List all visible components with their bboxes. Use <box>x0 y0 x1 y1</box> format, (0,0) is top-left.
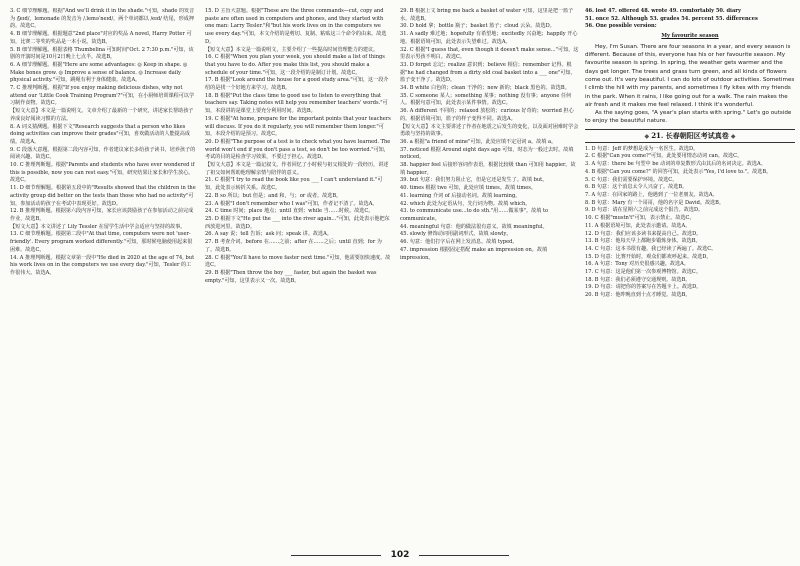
answer-paragraph: 29. B 根据上文 bring me back a basket of water 可知，这里是把一篮子水。故选B。 <box>400 8 574 22</box>
answer-paragraph: 39. but 句意：我们努力阻止它，但是它还是发生了。故填 but。 <box>400 177 548 184</box>
section-title <box>585 129 795 143</box>
answer-paragraph: 26. A say 说；tell 告诉；ask 问；speak 讲。故选A。 <box>205 231 332 238</box>
answer-paragraph: 4. B 根据"Can you come?" 的回答可知，此处表示"Yes, I'd love to."。故选B。 <box>585 168 772 175</box>
answer-paragraph: 20. B 句意：他昨晚直到十点才睡觉。故选B。 <box>585 292 691 299</box>
answer-paragraph: 11. D 细节理解题。根据第五段中的"Results showed that the children in the activity group did better on the tests than those who had no activity"可知，参加活动的孩子在考试中表现更好。故选D。 <box>10 185 196 207</box>
answer-paragraph: 19. D 句意：请把你的答案写在答题卡上。故选D。 <box>585 284 702 291</box>
answer-paragraph: 36. A different 不同的；relaxed 放松的；curious 好奇的；worried 担心的。根据语境可知，篮子的样子变得不同。故选A。 <box>400 108 574 122</box>
answer-paragraph: 24. C time 时间；place 地点；until 直到；while 当……时候。故选C。 <box>205 208 374 215</box>
answer-paragraph: 23. A 根据"I don't remember who I was"可知，作者记不清了。故选A。 <box>205 200 378 207</box>
answer-paragraph: 47. impression 根据固定搭配 make an impression on。故填 impression。 <box>400 246 548 261</box>
answer-paragraph: 3. A 句意：there be 句型中 be 动词的单复数形式由其后的名词决定。故选A。 <box>585 161 766 168</box>
answer-paragraph: 16. A 句意：Tony 对历史很感兴趣。故选A。 <box>585 261 689 268</box>
column-4 <box>585 8 795 544</box>
answer-paragraph: 20. D 根据"The purpose of a test is to check what you have learned. The world won't end if you don't pass a test, so don't be too worried."可知，考试的目的是检查学习效果，不要过于担心。故选D。 <box>205 138 391 161</box>
answer-paragraph: 29. B 根据"Then throw the boy ___ faster, but again the basket was empty."可知，这里表示又一次。故选B。 <box>205 269 377 284</box>
answer-paragraph: 13. C 细节理解题。根据第二段中"At that time, computers were not 'user-friendly'. Every program worked differently."可知，那时候电脑使用起来很困难。故选C。 <box>10 231 193 253</box>
answer-key-line: 46. lost 47. offered 48. wrote 49. comfortably 50. diary <box>585 8 741 14</box>
answer-paragraph: 5. B 细节理解题。根据表格 Thumbelina 可知时间"Oct. 2 7:30 p.m."可知，该剧的开演时间是10月2日晚上七点半。故选B。 <box>10 46 194 61</box>
answer-paragraph: 6. A 细节理解题。根据"Here are some advantages: ◎ Keep in shape. ◎ Make bones grow. ◎ Improve a sense of balance. ◎ Increase daily physical activity."可知，跳绳有利于身体健康。故选A。 <box>10 61 188 84</box>
answer-paragraph: 15. D 主旨大意题。根据"These are the three commands—cut, copy and paste are often used in computers and phones, and they started with one man: Larry Tesler."和"but his work lives on in the computers we use every day."可知，本文介绍的是剪切、复制、粘贴这三个命令的由来。故选D。 <box>205 8 387 45</box>
answer-paragraph: 6. B 句意：这个消息太令人兴奋了。故选B。 <box>585 184 688 191</box>
answer-paragraph: 34. B white 白色的；clean 干净的；new 新的；black 黑色的。故选B。 <box>400 85 570 92</box>
answer-paragraph: 15. D 句意：比赛开始时，观众们都欢呼起来。故选D。 <box>585 253 712 260</box>
answer-paragraph: 2. C 根据"Can you come?"可知，此处要用情态动词 can。故选C。 <box>585 153 743 160</box>
answer-paragraph: 35. C someone 某人；something 某事；nothing 没有事；anyone 任何人。根据句意可知，此处表示某件事情。故选C。 <box>400 92 572 107</box>
diamond-icon: ◆ <box>644 132 652 140</box>
answer-paragraph: 17. B 根据"Look around the house for a good study area."可知，这一段介绍的是找一个好地方来学习。故选B。 <box>205 77 389 92</box>
page-number: 102 <box>390 550 410 560</box>
answer-paragraph: 10. C 根据"mustn't"可知，表示禁止。故选C。 <box>585 215 695 222</box>
answer-paragraph: 31. A sadly 难过地；hopefully 有希望地；excitedly 兴奋地；happily 开心地。根据语境可知，此处表示失望难过。故选A。 <box>400 31 578 45</box>
passage-summary: 【短文大意】本文是一篇说明文，主要介绍了一些提高时间管理能力的建议。 <box>205 46 379 53</box>
answer-paragraph: 22. B so 所以；but 但是；and 和，与；or 或者。故选B。 <box>205 192 342 199</box>
passage-summary: 【短文大意】本文讲述了 Lily Tessler 在留学生活中学会适应与坚持的故事。 <box>10 223 186 230</box>
page-footer <box>0 548 800 562</box>
answer-paragraph: 41. learning 介词 of 后接动名词。故填 learning。 <box>400 192 521 199</box>
footer-rule-right <box>419 555 509 556</box>
answer-paragraph: 11. A 根据语境可知，此处表示邀请。故选A。 <box>585 222 691 229</box>
passage-summary: 【短文大意】本文是一篇记叙文。作者回忆了小时候与祖父相处的一段经历，讲述了祖父如何帮助他理解亲情与陪伴的意义。 <box>205 162 389 176</box>
column-2 <box>205 8 391 544</box>
answer-paragraph: 7. A 句意：在回家的路上，他遇到了一位老朋友。故选A。 <box>585 192 718 198</box>
answer-paragraph: 27. B 考查介词。before 在……之前；after 在……之后；until 直到；for 为了。故选B。 <box>205 239 382 253</box>
answer-paragraph: 1. D 句意：Jeff 的梦想是成为一名医生。故选D。 <box>585 145 699 152</box>
answer-paragraph: 33. D forget 忘记；realize 意识到；believe 相信；remember 记得。根据"he had changed from a dirty old coal basket into a ___ one"可知，篮子变干净了。故选D。 <box>400 61 576 84</box>
answer-key-line: 51. once 52. Although 53. grades 54. percent 55. differences <box>585 15 758 22</box>
answer-paragraph: 13. B 句意：他每天早上都跑步锻炼身体。故选B。 <box>585 238 701 245</box>
answer-paragraph: 3. C 细节理解题。根据"And we'll drink it in the shade."可知，shade 的发音为 /ʃeɪd/，lemonade 的发音为 /ˌleməˈneɪd/，两个单词都以 /eɪd/ 结尾，形成押韵。故选C。 <box>10 8 195 30</box>
answer-paragraph: 44. meaningful 句意：他的做法很有意义。故填 meaningful。 <box>400 223 548 230</box>
essay-paragraph: Hey, I'm Susan. There are four seasons in a year, and every season is different. Because of this, everyone has his or her favourite season. My favourite season is spring. In spring, the weather gets warmer and the days get longer. The trees and grass turn green, and all kinds of flowers come out. It's very beautiful. I can do lots of outdoor activities. Sometimes I climb the hill with my parents, and sometimes I fly kites with my friends in the park. When it rains, I like going out for a walk. The rain makes the air fresh and it makes me feel relaxed. I think it's wonderful. <box>585 43 795 108</box>
answer-paragraph: 25. D 根据下文"He put the ___ into the river again..."可知，此处表示他把东西放进河里。故选D。 <box>205 215 390 230</box>
answer-paragraph: 37. noticed 根据 Around eight days ago 可知，时态为一般过去时。故填 noticed。 <box>400 146 574 161</box>
essay-title: My favourite season <box>661 33 719 40</box>
column-3 <box>400 8 580 544</box>
answer-paragraph: 8. A 词义猜测题。根据下文"Research suggests that a person who likes doing activities can improve their grades"可知，喜欢做活动的人能提高成绩。故选A。 <box>10 123 190 145</box>
answer-paragraph: 16. C 根据"When you plan your week, you should make a list of things that you have to do. After you make this list, you should make a schedule of your time."可知，这一段介绍的是制订计划。故选C。 <box>205 54 385 76</box>
answer-paragraph: 28. C 根据"You'll have to move faster next time."可知，他需要加快速度。故选C。 <box>205 254 391 269</box>
diamond-icon: ◆ <box>728 132 736 140</box>
answer-paragraph: 45. slowly 修饰动词用副词形式。故填 slowly。 <box>400 231 512 238</box>
answer-paragraph: 7. C 推理判断题。根据"If you enjoy making delicious dishes, why not attend our 'Little Cook Training Program'?"可知，在小厨师培训课程可以学习制作食物。故选C。 <box>10 85 195 107</box>
answer-paragraph: 9. C 段落大意题。根据第二段内容可知，作者建议家长多给孩子读书，培养孩子的阅读兴趣。故选C。 <box>10 146 196 161</box>
sample-essay <box>585 43 795 126</box>
essay-paragraph: As the saying goes, "A year's plan starts with spring." Let's go outside to enjoy the beautiful nature. <box>585 110 792 125</box>
answer-paragraph: 19. C 根据"At home, prepare for the important points that your teachers will discuss. If you do it regularly, you will remember them longer."可知，本段介绍的是预习。故选C。 <box>205 115 391 138</box>
answer-paragraph: 10. C 推理判断题。根据"Parents and students who have ever wondered if this is possible, now you can rest easy."可知，研究结果让家长和学生放心。故选C。 <box>10 162 195 184</box>
answer-paragraph: 12. D 句意：我们应该多读书来提高自己。故选D。 <box>585 230 702 237</box>
section-title-text: 21. 长春朝阳区考试真卷 <box>651 130 729 140</box>
answer-paragraph: 9. D 句意：请在星期六之前完成这个报告。故选D。 <box>585 207 704 214</box>
answer-paragraph: 18. B 句意：我们必须遵守交通规则。故选B。 <box>585 276 691 283</box>
column-1 <box>10 8 196 544</box>
answer-key-line: 56. One possible version: <box>585 23 657 30</box>
passage-summary: 【短文大意】本文主要讲述了作者在地震之后发生的变化，以及面对困难时学会勇敢与坚持的故事。 <box>400 123 579 138</box>
answer-paragraph: 36. a 根据"a friend of mine"可知，此处应填不定冠词 a。故填 a。 <box>400 138 557 145</box>
answer-paragraph: 30. D hold 拿；bottle 瓶子；basket 篮子；cloud 云朵。故选D。 <box>400 23 555 30</box>
answer-paragraph: 18. B 根据"Put the class time to good use to listen to everything that teachers say. Taking notes will help you remember teachers' words."可知，本段讲的是课堂上要充分利用时间。故选B。 <box>205 92 388 115</box>
answer-paragraph: 46. 句意：他们打字后在网上发消息。故填 typed。 <box>400 239 518 246</box>
answer-paragraph: 21. C 根据"I try to read the book like you ___ I can't understand it."可知，此处表示转折关系。故选C。 <box>205 177 383 192</box>
answer-paragraph: 32. C 根据"I guess that, even though it doesn't make sense..."可知，这里表示男孩不明白。故选C。 <box>400 46 579 61</box>
answer-paragraph: 38. happier feel 后接形容词作表语，根据比较级 than 可知用 happier。故填 happier。 <box>400 162 576 176</box>
answer-paragraph: 14. A 推理判断题。根据文章第一段中"He died in 2020 at the age of 74, but his work lives on in the computers we use every day."可知，Tesler 的工作很伟大。故选A。 <box>10 254 195 276</box>
answer-paragraph: 5. C 句意：我们需要保护环境。故选C。 <box>585 176 678 183</box>
answer-paragraph: 4. B 细节理解题。根据题意"2nd place"对应的奖品 A novel, Harry Potter 可知，比赛二等奖的奖品是一本小说。故选B。 <box>10 31 192 45</box>
answer-paragraph: 42. which 此处为定语从句，先行词为物。故填 which。 <box>400 200 531 207</box>
answer-paragraph: 14. C 句意：这本书很有趣，我已经读了两遍了。故选C。 <box>585 245 717 252</box>
answer-paragraph: 8. B 句意：Mary 有一个哥哥，他的名字是 David。故选B。 <box>585 199 724 206</box>
answer-paragraph: 12. B 推理判断题。根据第六段内容可知，家长应该鼓励孩子在参加活动之前完成作业，故选B。 <box>10 208 194 222</box>
answer-paragraph: 43. to communicate use...to do sth."用……做某事"。故填 to communicate。 <box>400 208 549 222</box>
answer-paragraph: 40. times 根据 two 可知，此处应填 times。故填 times。 <box>400 185 536 192</box>
footer-rule-left <box>291 555 381 556</box>
passage-summary: 【短文大意】本文是一篇说明文。文章介绍了最新的一个研究，讲述家长帮助孩子养成良好阅读习惯的方法。 <box>10 108 194 122</box>
answer-paragraph: 17. C 句意：这是他们第一次参观博物馆。故选C。 <box>585 269 701 276</box>
